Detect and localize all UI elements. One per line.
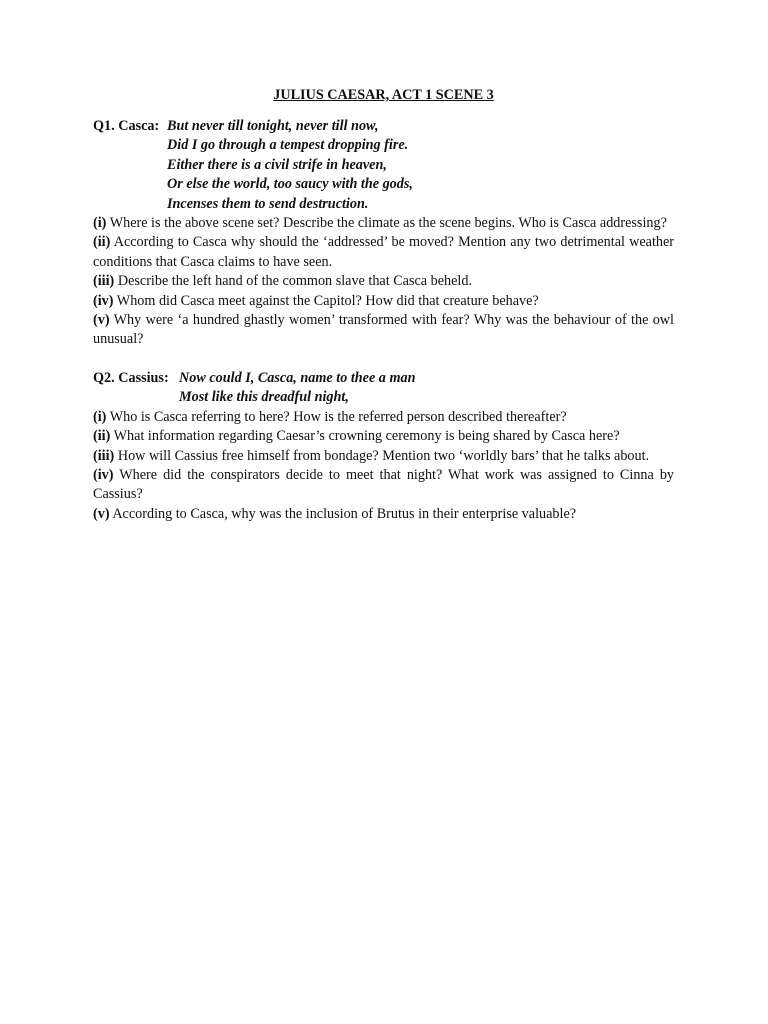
quote-line (93, 117, 674, 136)
document-page (93, 86, 674, 524)
sub-question (93, 408, 674, 427)
sub-question (93, 466, 674, 505)
sub-question (93, 311, 674, 350)
sub-question-text: What information regarding Caesar’s crowning ceremony is being shared by Casca here? (113, 428, 620, 445)
question-2 (93, 369, 674, 524)
quote-line (93, 388, 674, 407)
sub-question-text: Where did the conspirators decide to meet that night? What work was assigned to Cinna by Cassius? (93, 466, 675, 503)
sub-question-number: (iii) (93, 273, 115, 290)
document-title: JULIUS CAESAR, ACT 1 SCENE 3 (273, 87, 494, 103)
sub-question (93, 214, 674, 233)
sub-question-number: (ii) (93, 234, 111, 251)
sub-question-number: (i) (93, 215, 107, 232)
quote-line (93, 175, 674, 194)
quote-line (93, 156, 674, 175)
sub-question-number: (v) (93, 505, 110, 522)
quote-text: Or else the world, too saucy with the gods, (167, 176, 413, 193)
sub-question (93, 233, 674, 272)
question-label: Q1. Casca: (93, 118, 160, 134)
quote-text: But never till tonight, never till now, (167, 118, 379, 134)
sub-question-text: According to Casca, why was the inclusion of Brutus in their enterprise valuable? (112, 505, 577, 522)
sub-question-number: (iii) (93, 447, 115, 464)
sub-question (93, 272, 674, 291)
quote-line (93, 369, 674, 388)
sub-question (93, 447, 674, 466)
quote-line (93, 136, 674, 155)
sub-question (93, 427, 674, 446)
quote-line (93, 195, 674, 214)
sub-question-text: Describe the left hand of the common slave that Casca beheld. (117, 273, 472, 290)
sub-question-number: (iv) (93, 466, 114, 483)
sub-question-text: According to Casca why should the ‘addressed’ be moved? Mention any two detrimental weather conditions that Casca claims to have seen. (93, 234, 674, 270)
quote-text: Either there is a civil strife in heaven, (167, 156, 387, 173)
quote-text: Most like this dreadful night, (179, 389, 349, 406)
sub-question (93, 505, 674, 524)
sub-question-text: Who is Casca referring to here? How is the referred person described thereafter? (109, 408, 567, 425)
sub-question-text: Why were ‘a hundred ghastly women’ transformed with fear? Why was the behaviour of the owl unusual? (93, 312, 674, 348)
sub-question-text: Whom did Casca meet against the Capitol? How did that creature behave? (116, 292, 539, 309)
question-label: Q2. Cassius: (93, 369, 169, 386)
quote-text: Did I go through a tempest dropping fire. (167, 137, 409, 154)
sub-question (93, 292, 674, 311)
sub-question-number: (ii) (93, 428, 111, 445)
question-1 (93, 117, 674, 350)
sub-question-number: (i) (93, 408, 107, 425)
sub-question-number: (v) (93, 312, 110, 329)
sub-question-text: Where is the above scene set? Describe the climate as the scene begins. Who is Casca addressing? (109, 215, 667, 232)
sub-question-number: (iv) (93, 292, 114, 309)
sub-question-text: How will Cassius free himself from bondage? Mention two ‘worldly bars’ that he talks about. (117, 447, 650, 464)
quote-text: Now could I, Casca, name to thee a man (179, 369, 416, 386)
quote-text: Incenses them to send destruction. (167, 195, 369, 212)
